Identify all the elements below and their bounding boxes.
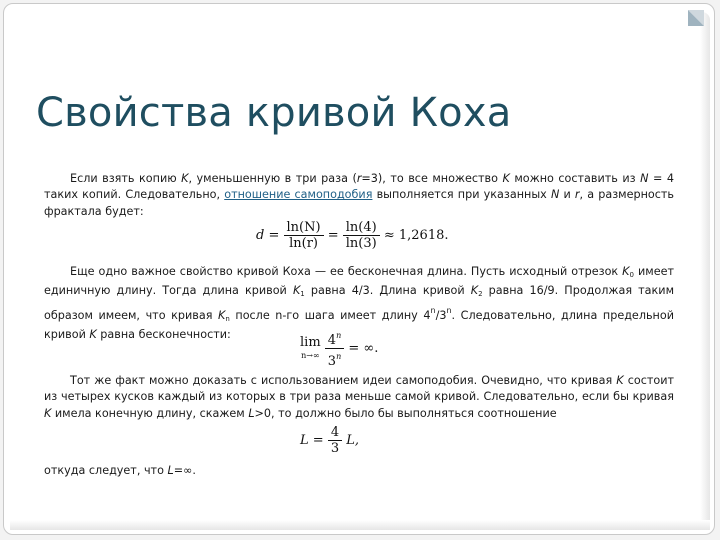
- slide-title: Свойства кривой Коха: [36, 90, 512, 136]
- paragraph-conclusion: откуда следует, что L=∞.: [44, 464, 196, 477]
- paragraph-self-similarity: Если взять копию K, уменьшенную в три раза (r=3), то все множество K можно составить из N = 4 таких копий. Следовательно, отношение самоподобия выполняется при указанных N и r, а размерность фрактала будет:: [44, 172, 674, 218]
- paragraph-infinite-length: Еще одно важное свойство кривой Коха — ее бесконечная длина. Пусть исходный отрезок K0 имеет единичную длину. Тогда длина кривой K1 равна 4/3. Длина кривой K2 равна 16/9. Продолжая таким образом имеем, что кривая Kn после n-го шага имеет длину 4$^n$/3$^n$. Следовательно, длина предельной кривой K равна бесконечности:: [44, 265, 675, 342]
- folded-corner-icon: [684, 6, 708, 30]
- formula-length-relation: L = $\frac{4}{3}$ L,: [300, 425, 360, 456]
- formula-limit: lim n→∞ $\frac{4^n}{3^n}$ = ∞.: [300, 328, 378, 369]
- slide-shadow-bottom: [10, 520, 710, 530]
- formula-dimension: d = $\frac{\ln(N)}{\ln(r)}$ = $\frac{\ln(4)}{\ln(3)}$ ≈ 1,2618.: [256, 220, 449, 251]
- slide-shadow-right: [700, 12, 710, 530]
- self-similarity-link[interactable]: отношение самоподобия: [224, 188, 373, 202]
- paragraph-self-similarity-proof: Тот же факт можно доказать с использованием идеи самоподобия. Очевидно, что кривая K состоит из четырех кусков каждый из которых в три раза меньше самой кривой. Следовательно, если бы кривая K имела конечную длину, скажем L>0, то должно было бы выполняться соотношение: [44, 374, 674, 420]
